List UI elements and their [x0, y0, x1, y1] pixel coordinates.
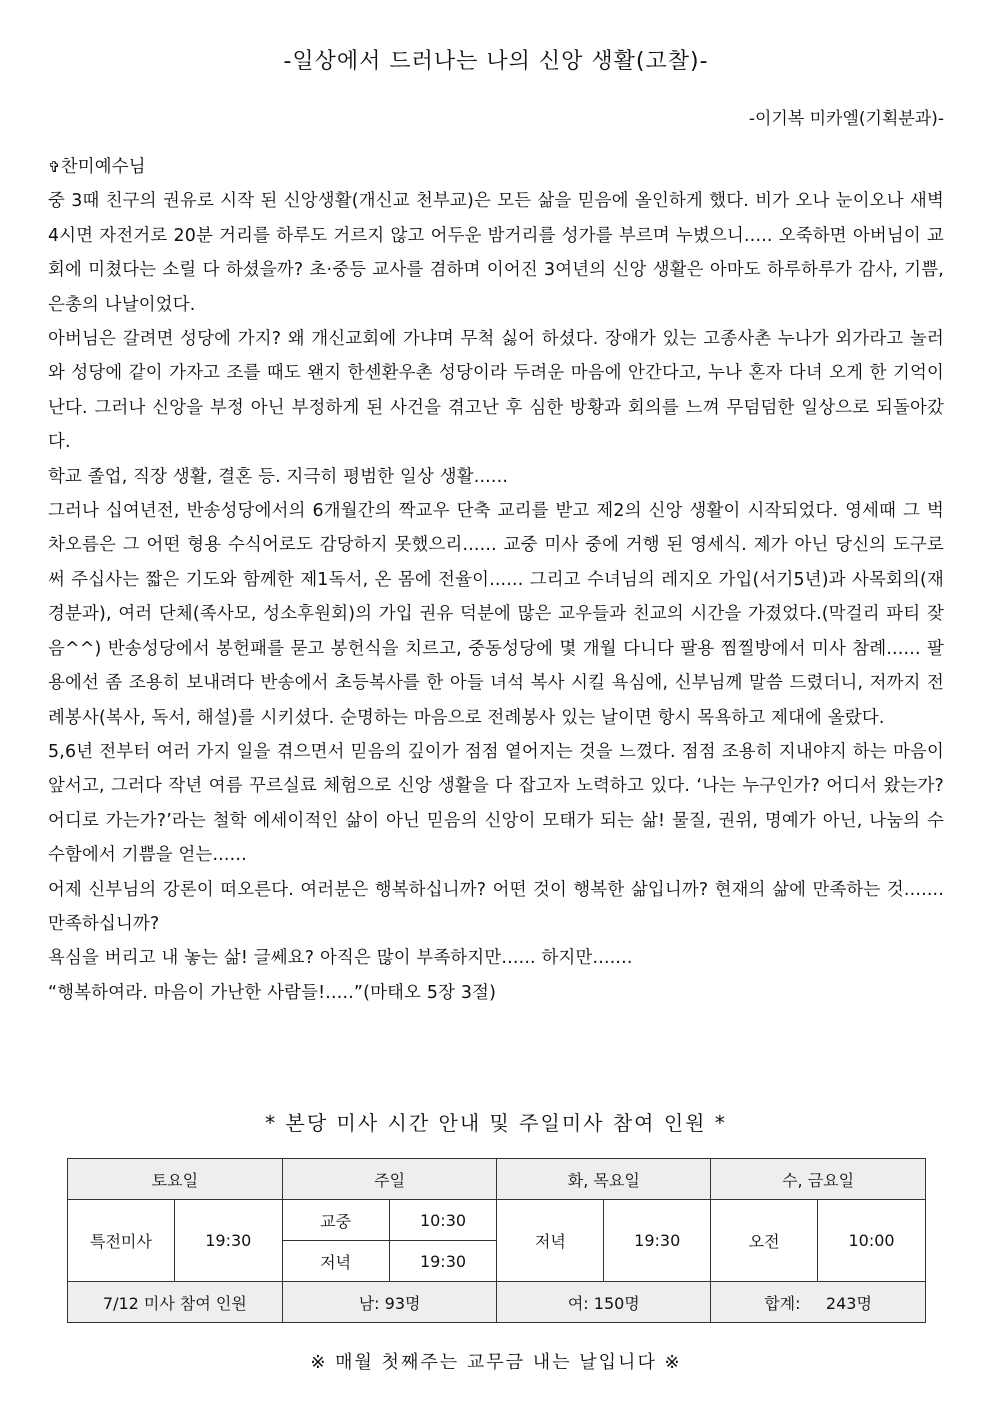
paragraph-3: 학교 졸업, 직장 생활, 결혼 등. 지극히 평범한 일상 생활...... [48, 466, 509, 487]
article-body [48, 150, 944, 1010]
sunday-mass-name-1: 교중 [282, 1200, 389, 1241]
paragraph-6: 어제 신부님의 강론이 떠오른다. 여러분은 행복하십니까? 어떤 것이 행복한 삶입니까? 현재의 삶에 만족하는 것....... 만족하십니까? [48, 879, 944, 934]
schedule-header-row [68, 1159, 926, 1200]
cross-icon: ✞ [48, 158, 61, 176]
greeting-line [48, 150, 944, 184]
paragraph-1: 중 3때 친구의 권유로 시작 된 신앙생활(개신교 천부교)은 모든 삶을 믿음에 올인하게 했다. 비가 오나 눈이오나 새벽 4시면 자전거로 20분 거리를 하루도 거르지 않고 어두운 밤거리를 성가를 부르며 누볐으니..... 오죽하면 아버님이 교회에 미쳤다는 소릴 다 하셨을까? 초·중등 교사를 겸하며 이어진 3여년의 신앙 생활은 아마도 하루하루가 감사, 기쁨, 은총의 나날이었다. [48, 191, 944, 315]
page-title: -일상에서 드러나는 나의 신앙 생활(고찰)- [283, 49, 709, 74]
paragraph-8: “행복하여라. 마음이 가난한 사람들!.....”(마태오 5장 3절) [48, 982, 497, 1003]
wed-fri-mass-time: 10:00 [818, 1200, 926, 1282]
saturday-mass-name: 특전미사 [68, 1200, 175, 1282]
wed-fri-mass-name: 오전 [711, 1200, 818, 1282]
author-line: -이기복 미카엘(기획분과)- [748, 109, 944, 129]
paragraph-7: 욕심을 버리고 내 놓는 삶! 글쎄요? 아직은 많이 부족하지만...... 하지만....... [48, 948, 633, 969]
sunday-mass-time-2: 19:30 [389, 1241, 497, 1282]
attendance-label: 7/12 미사 참여 인원 [68, 1282, 283, 1323]
header-saturday: 토요일 [68, 1159, 283, 1200]
sunday-mass-time-1: 10:30 [389, 1200, 497, 1241]
attendance-female: 여: 150명 [497, 1282, 711, 1323]
offering-note: ※ 매월 첫째주는 교무금 내는 날입니다 ※ [310, 1352, 682, 1373]
header-sunday: 주일 [282, 1159, 497, 1200]
paragraph-4: 그러나 십여년전, 반송성당에서의 6개월간의 짝교우 단축 교리를 받고 제2의 신앙 생활이 시작되었다. 영세때 그 벅차오름은 그 어떤 형용 수식어로도 감당하지 못했으리...... 교중 미사 중에 거행 된 영세식. 제가 아닌 당신의 도구로 써 주십사는 짧은 기도와 함께한 제1독서, 온 몸에 전율이...... 그리고 수녀님의 레지오 가입(서기5년)과 사목회의(재경분과), 여러 단체(족사모, 성소후원회)의 가입 권유 덕분에 많은 교우들과 친교의 시간을 가졌었다.(막걸리 파티 잦음^^) 반송성당에서 봉헌패를 묻고 봉헌식을 치르고, 중동성당에 몇 개월 다니다 팔용 찜찔방에서 미사 참례...... 팔용에선 좀 조용히 보내려다 반송에서 초등복사를 한 아들 녀석 복사 시킬 욕심에, 신부님께 말씀 드렸더니, 저까지 전례봉사(복사, 독서, 해설)를 시키셨다. 순명하는 마음으로 전례봉사 있는 날이면 항시 목욕하고 제대에 올랐다. [48, 501, 944, 728]
saturday-mass-time: 19:30 [174, 1200, 282, 1282]
tue-thu-mass-time: 19:30 [604, 1200, 711, 1282]
header-wed-fri: 수, 금요일 [711, 1159, 926, 1200]
header-tue-thu: 화, 목요일 [497, 1159, 711, 1200]
attendance-total: 합계: 243명 [711, 1282, 926, 1323]
schedule-title: * 본당 미사 시간 안내 및 주일미사 참여 인원 * [265, 1111, 727, 1135]
sunday-mass-name-2: 저녁 [282, 1241, 389, 1282]
schedule-row [68, 1200, 926, 1241]
attendance-row [68, 1282, 926, 1323]
tue-thu-mass-name: 저녁 [497, 1200, 604, 1282]
greeting-text: 찬미예수님 [60, 157, 146, 177]
paragraph-2: 아버님은 갈려면 성당에 가지? 왜 개신교회에 가냐며 무척 싫어 하셨다. 장애가 있는 고종사촌 누나가 외가라고 놀러와 성당에 같이 가자고 조를 때도 왠지 한센환우촌 성당이라 두려운 마음에 안간다고, 누나 혼자 다녀 오게 한 기억이 난다. 그러나 신앙을 부정 아닌 부정하게 된 사건을 겪고난 후 심한 방황과 회의를 느껴 무덤덤한 일상으로 되돌아갔다. [48, 329, 944, 453]
mass-schedule-table [67, 1158, 926, 1323]
attendance-male: 남: 93명 [282, 1282, 497, 1323]
paragraph-5: 5,6년 전부터 여러 가지 일을 겪으면서 믿음의 깊이가 점점 옅어지는 것을 느꼈다. 점점 조용히 지내야지 하는 마음이 앞서고, 그러다 작년 여름 꾸르실료 체험으로 신앙 생활을 다 잡고자 노력하고 있다. ‘나는 누구인가? 어디서 왔는가? 어디로 가는가?’라는 철학 에세이적인 삶이 아닌 믿음의 신앙이 모태가 되는 삶! 물질, 권위, 명예가 아닌, 나눔의 수수함에서 기쁨을 얻는...... [48, 741, 944, 866]
